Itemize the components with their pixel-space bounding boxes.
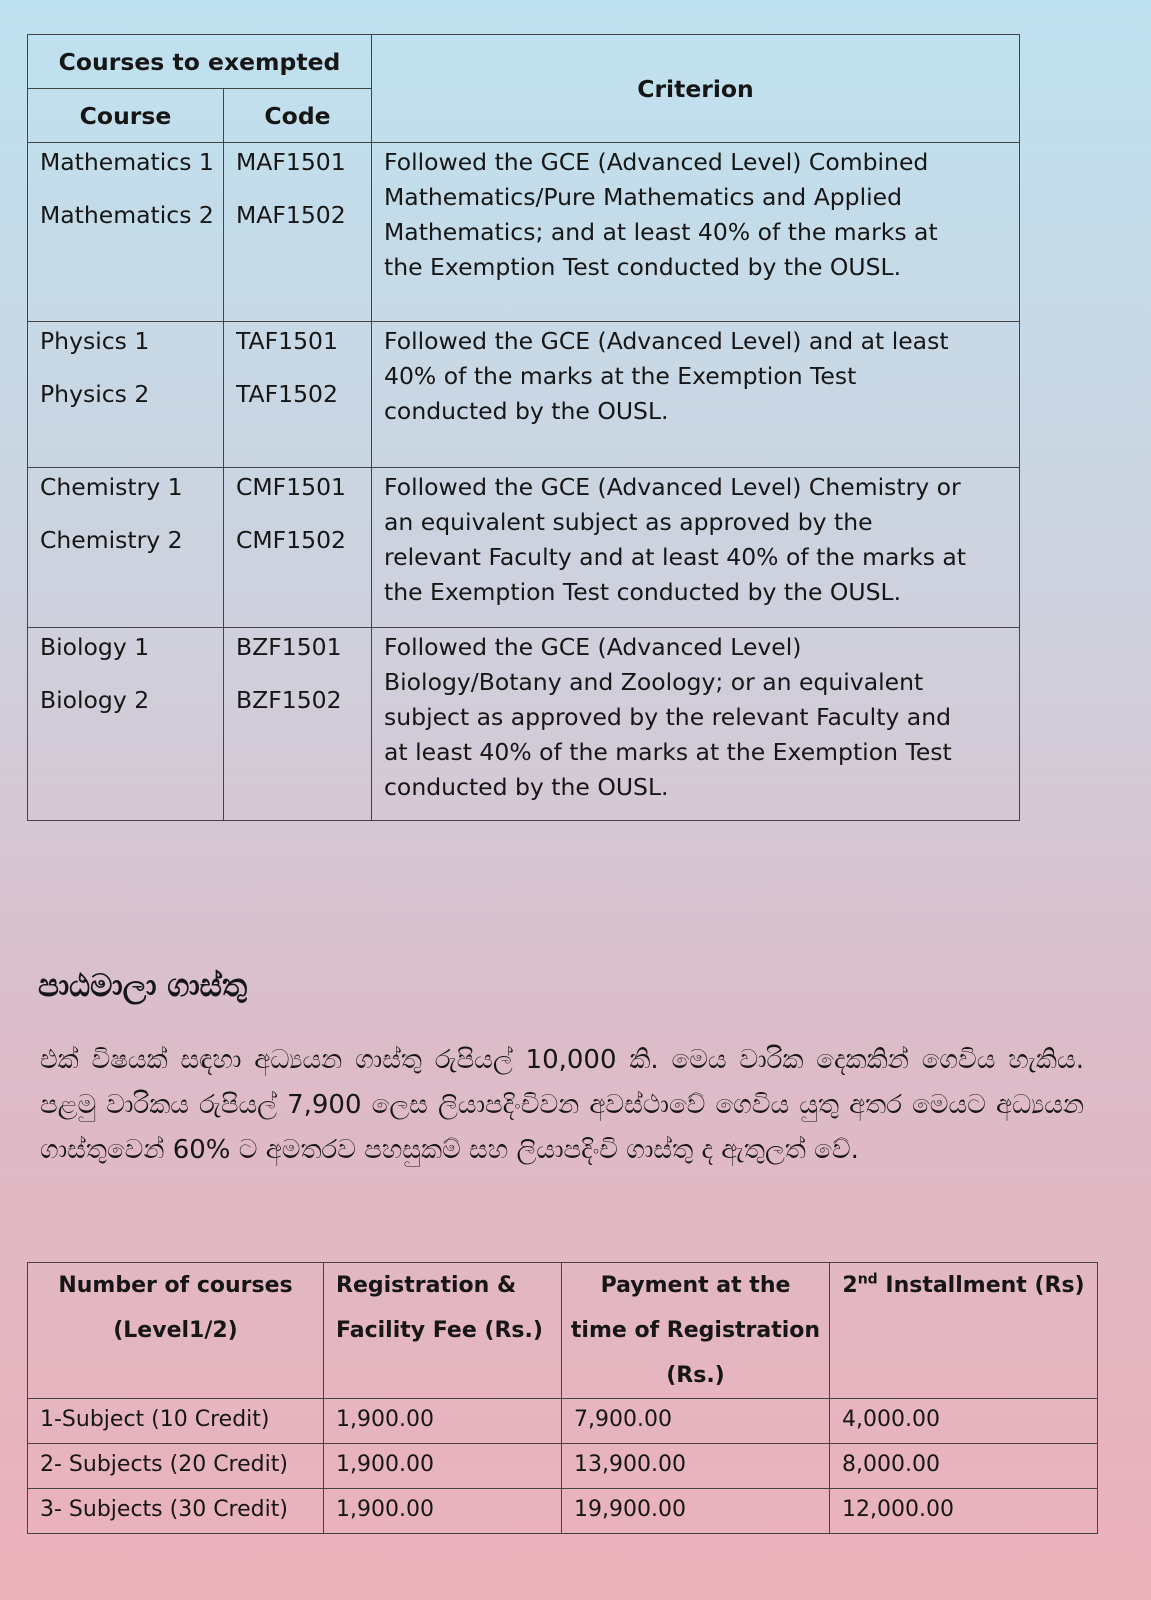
- header-superscript: nd: [857, 1271, 878, 1288]
- number-of-courses-cell: 1-Subject (10 Credit): [28, 1399, 324, 1444]
- course-codes-line: BZF1501: [236, 633, 342, 661]
- header-second-installment: [830, 1263, 1098, 1399]
- header-course: Course: [28, 89, 224, 143]
- header-courses-to-exempted: Courses to exempted: [28, 35, 372, 89]
- course-names: [28, 468, 224, 628]
- course-names-line: Biology 2: [40, 686, 150, 714]
- header-line: Payment at the: [600, 1273, 791, 1298]
- criterion-line: conducted by the OUSL.: [384, 773, 669, 801]
- header-line: (Level1/2): [113, 1318, 238, 1343]
- course-fees-heading: පාඨමාලා ගාස්තු: [38, 968, 248, 1004]
- course-codes-line: CMF1501: [236, 473, 347, 501]
- installment-cell: 12,000.00: [830, 1489, 1098, 1534]
- course-names-line: Mathematics 2: [40, 201, 214, 229]
- criterion: [372, 143, 1020, 322]
- fee-table: [27, 1262, 1098, 1534]
- criterion: [372, 322, 1020, 468]
- course-names: [28, 143, 224, 322]
- criterion-line: an equivalent subject as approved by the: [384, 508, 873, 536]
- course-names: [28, 322, 224, 468]
- criterion: [372, 628, 1020, 821]
- installment-cell: 8,000.00: [830, 1444, 1098, 1489]
- course-codes-line: CMF1502: [236, 526, 347, 554]
- header-payment-at-registration: [562, 1263, 830, 1399]
- registration-fee-cell: 1,900.00: [324, 1399, 562, 1444]
- criterion-line: relevant Faculty and at least 40% of the marks at: [384, 543, 967, 571]
- criterion-line: 40% of the marks at the Exemption Test: [384, 362, 857, 390]
- course-codes: [224, 468, 372, 628]
- criterion-line: Mathematics; and at least 40% of the marks at: [384, 218, 938, 246]
- criterion-line: Followed the GCE (Advanced Level) Combined: [384, 148, 929, 176]
- fee-row: [28, 1489, 1098, 1534]
- course-codes-line: BZF1502: [236, 686, 342, 714]
- number-of-courses-cell: 2- Subjects (20 Credit): [28, 1444, 324, 1489]
- header-code: Code: [224, 89, 372, 143]
- course-names-line: Chemistry 1: [40, 473, 183, 501]
- header-part: 2: [842, 1273, 858, 1298]
- header-registration-fee: [324, 1263, 562, 1399]
- course-names-line: Biology 1: [40, 633, 150, 661]
- payment-cell: 7,900.00: [562, 1399, 830, 1444]
- criterion-line: Biology/Botany and Zoology; or an equivalent: [384, 668, 924, 696]
- registration-fee-cell: 1,900.00: [324, 1444, 562, 1489]
- exemption-table: [27, 34, 1020, 821]
- criterion-line: Mathematics/Pure Mathematics and Applied: [384, 183, 903, 211]
- course-codes: [224, 143, 372, 322]
- header-criterion: Criterion: [372, 35, 1020, 143]
- criterion-line: Followed the GCE (Advanced Level) and at least: [384, 327, 949, 355]
- exemption-row: [28, 628, 1020, 821]
- installment-cell: 4,000.00: [830, 1399, 1098, 1444]
- number-of-courses-cell: 3- Subjects (30 Credit): [28, 1489, 324, 1534]
- exemption-row: [28, 143, 1020, 322]
- course-names: [28, 628, 224, 821]
- fee-row: [28, 1444, 1098, 1489]
- criterion-line: at least 40% of the marks at the Exemption Test: [384, 738, 952, 766]
- criterion-line: Followed the GCE (Advanced Level) Chemistry or: [384, 473, 961, 501]
- registration-fee-cell: 1,900.00: [324, 1489, 562, 1534]
- fee-row: [28, 1399, 1098, 1444]
- header-line: Registration &: [336, 1273, 517, 1298]
- criterion-line: the Exemption Test conducted by the OUSL.: [384, 578, 902, 606]
- course-names-line: Physics 1: [40, 327, 150, 355]
- course-codes: [224, 628, 372, 821]
- header-part: Installment (Rs): [877, 1273, 1085, 1298]
- payment-cell: 13,900.00: [562, 1444, 830, 1489]
- header-line: (Rs.): [666, 1363, 725, 1388]
- course-names-line: Mathematics 1: [40, 148, 214, 176]
- course-names-line: Physics 2: [40, 380, 150, 408]
- course-codes-line: TAF1502: [236, 380, 338, 408]
- criterion-line: Followed the GCE (Advanced Level): [384, 633, 802, 661]
- course-codes-line: MAF1502: [236, 201, 346, 229]
- criterion-line: the Exemption Test conducted by the OUSL.: [384, 253, 902, 281]
- criterion: [372, 468, 1020, 628]
- course-codes-line: TAF1501: [236, 327, 338, 355]
- exemption-row: [28, 322, 1020, 468]
- criterion-line: conducted by the OUSL.: [384, 397, 669, 425]
- exemption-row: [28, 468, 1020, 628]
- header-line: Facility Fee (Rs.): [336, 1318, 543, 1343]
- payment-cell: 19,900.00: [562, 1489, 830, 1534]
- criterion-line: subject as approved by the relevant Faculty and: [384, 703, 951, 731]
- header-line: Number of courses: [58, 1273, 293, 1298]
- course-fees-paragraph: එක් විෂයක් සඳහා අධ්‍යයන ගාස්තු රුපියල් 10,000 කි. මෙය වාරික දෙකකින් ගෙවිය හැකිය. පළමු වාරිකය රුපියල් 7,900 ලෙස ලියාපදිංචිවන අවස්ථාවේ ගෙවිය යුතු අතර මෙයට අධ්‍යයන ගාස්තුවෙන් 60% ට අමතරව පහසුකම් සහ ලියාපදිංචි ගාස්තු ද ඇතුලත් වේ.: [40, 1045, 1084, 1165]
- course-codes: [224, 322, 372, 468]
- course-names-line: Chemistry 2: [40, 526, 183, 554]
- header-number-of-courses: [28, 1263, 324, 1399]
- course-codes-line: MAF1501: [236, 148, 346, 176]
- header-line: time of Registration: [570, 1318, 821, 1343]
